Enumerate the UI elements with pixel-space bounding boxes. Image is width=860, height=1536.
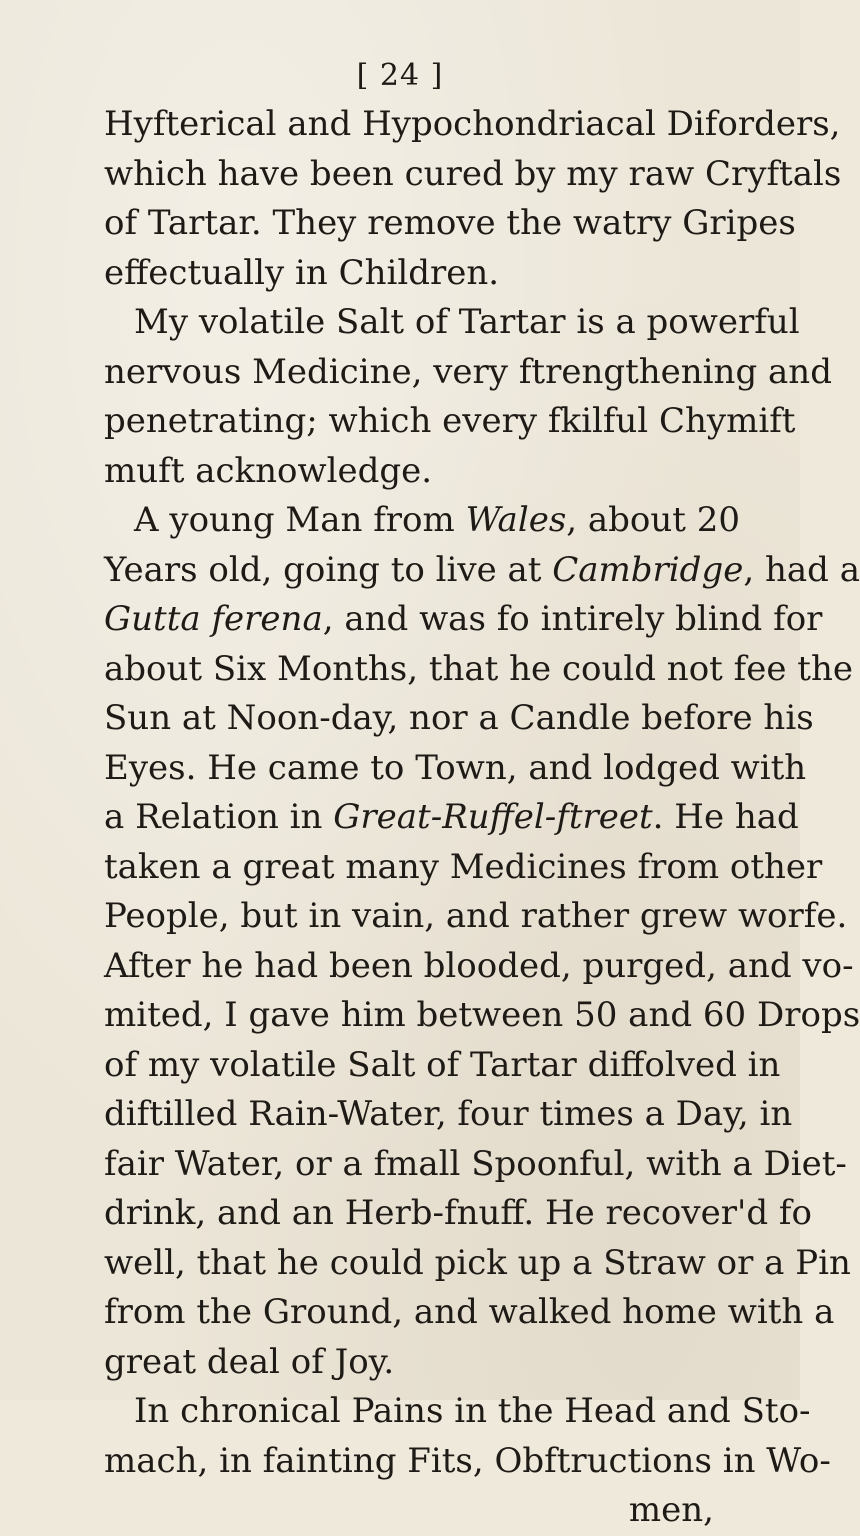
text-line: In chronical Pains in the Head and Sto- (134, 1391, 811, 1431)
text-line: well, that he could pick up a Straw or a Pin (104, 1242, 851, 1283)
text-line: After he had been blooded, purged, and vo- (104, 945, 854, 986)
street-name: Great-Ruffel-ftreet (333, 797, 653, 837)
text-line: great deal of Joy. (104, 1341, 395, 1382)
text-line: about Six Months, that he could not fee the (104, 648, 853, 689)
place-name: Wales (465, 500, 567, 540)
text-line: of Tartar. They remove the watry Gripes (104, 203, 796, 243)
place-name: Cambridge (552, 549, 744, 590)
text-line: My volatile Salt of Tartar is a powerful (134, 302, 800, 342)
text-line: a Relation in Great-Ruffel-ftreet. He had (104, 797, 799, 837)
text-line: muft acknowledge. (104, 450, 433, 491)
body-text (104, 100, 860, 1536)
text-line: nervous Medicine, very ftrengthening and (104, 351, 832, 392)
text-line: penetrating; which every fkilful Chymift (104, 401, 796, 441)
text-line: effectually in Children. (104, 252, 500, 293)
text-line: mited, I gave him between 50 and 60 Drops (104, 995, 860, 1035)
text-line: Hyfterical and Hypochondriacal Diforders, (104, 104, 841, 144)
catchword: men, (628, 1490, 714, 1530)
text-line: A young Man from Wales, about 20 (134, 500, 741, 540)
text-line: of my volatile Salt of Tartar diffolved in (104, 1044, 781, 1085)
page-number: [ 24 ] (356, 58, 444, 93)
text-line: People, but in vain, and rather grew worfe. (104, 896, 848, 936)
text-line: Eyes. He came to Town, and lodged with (104, 747, 807, 788)
text-line: taken a great many Medicines from other (104, 846, 823, 887)
text-line: which have been cured by my raw Cryftals (104, 153, 842, 194)
text-line: Years old, going to live at Cambridge, had a (104, 549, 860, 590)
text-line: Sun at Noon-day, nor a Candle before his (104, 698, 814, 738)
text-line: mach, in fainting Fits, Obftructions in Wo- (104, 1440, 831, 1481)
text-line: from the Ground, and walked home with a (104, 1292, 835, 1332)
text-line: fair Water, or a fmall Spoonful, with a Diet- (104, 1143, 847, 1184)
text-line: drink, and an Herb-fnuff. He recover'd fo (104, 1193, 812, 1233)
disease-name: Gutta ferena (104, 599, 323, 639)
text-line: Gutta ferena, and was fo intirely blind for (104, 599, 823, 639)
text-line: diftilled Rain-Water, four times a Day, in (104, 1094, 793, 1134)
